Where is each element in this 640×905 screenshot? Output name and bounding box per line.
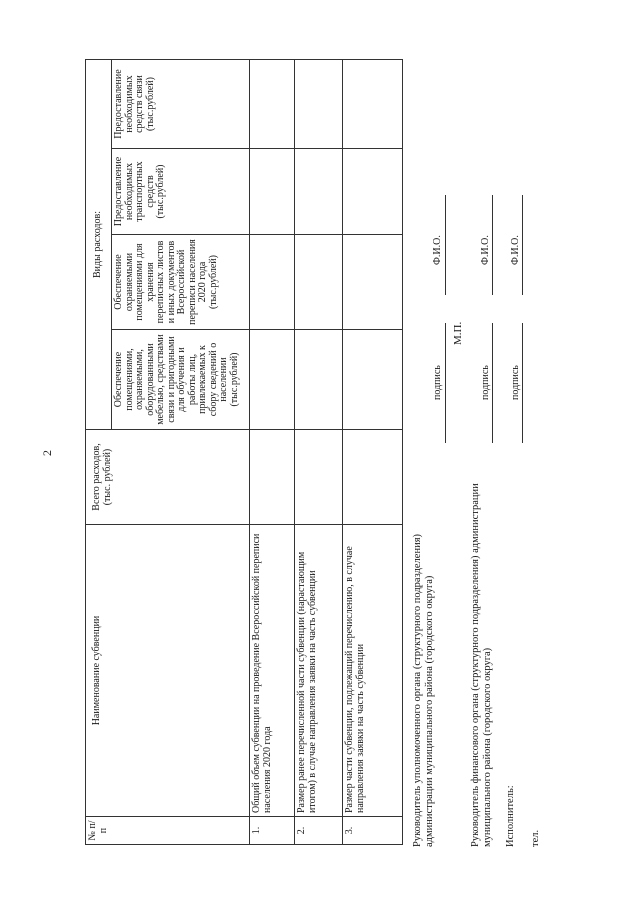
cell-type-1 [295,330,343,430]
header-name: Наименование субвенции [86,525,250,817]
header-type-premises-equipped: Обеспечение помещениями, охраняемыми, оборудованными мебелью, средствами связи и пригодными для обучения и работы лиц, привлекаемых к сбору сведений о населении (тыс.рублей) [112,330,250,430]
signature-caption: подпись [432,365,443,400]
signature-line [522,323,523,443]
row-label: Размер части субвенции, подлежащий перечислению, в случае направления заявки на часть субвенции [343,525,403,817]
header-type-communications: Предоставление необходимых средств связи (тыс.рублей) [112,60,250,149]
cell-type-2 [250,235,295,330]
cell-type-2 [295,235,343,330]
signature-caption: подпись [510,365,521,400]
name-caption: Ф.И.О. [510,235,521,265]
name-line [445,195,446,295]
cell-type-1 [250,330,295,430]
table-row [343,60,403,845]
executor-label: Исполнитель: [505,785,516,847]
name-line [522,195,523,295]
name-caption: Ф.И.О. [432,235,443,265]
signature-line [492,323,493,443]
table-row [295,60,343,845]
signature-caption: подпись [480,365,491,400]
page-number: 2 [40,450,54,456]
header-type-premises-storage: Обеспечение охраняемыми помещениями для хранения переписных листов и иных документов Всероссийской переписи населения 2020 года (тыс.рублей) [112,235,250,330]
signatory-head-authorized: Руководитель уполномоченного органа (структурного подразделения) администрации муниципального района (городского округа) [412,533,436,847]
cell-type-4 [343,60,403,149]
seal-mark: М.П. [452,321,464,345]
row-number: 1. [250,817,295,845]
cell-type-4 [295,60,343,149]
row-number: 3. [343,817,403,845]
cell-type-2 [343,235,403,330]
phone-label: тел. [530,829,541,847]
signature-line [445,323,446,443]
header-total: Всего расходов, (тыс. рублей) [86,430,250,525]
cell-type-1 [343,330,403,430]
table-row [250,60,295,845]
row-label: Общий объем субвенции на проведение Всероссийской переписи населения 2020 года [250,525,295,817]
name-caption: Ф.И.О. [480,235,491,265]
cell-total [343,430,403,525]
header-types-group: Виды расходов: [86,60,112,430]
cell-type-3 [250,149,295,235]
header-type-transport: Предоставление необходимых транспортных средств (тыс.рублей) [112,149,250,235]
cell-type-4 [250,60,295,149]
cell-type-3 [295,149,343,235]
cell-type-3 [343,149,403,235]
subsidy-table [85,59,403,845]
header-number: № п/п [86,817,250,845]
row-label: Размер ранее перечисленной части субвенции (нарастающим итогом) в случае направления заявки на часть субвенции [295,525,343,817]
cell-total [295,430,343,525]
name-line [492,195,493,295]
row-number: 2. [295,817,343,845]
cell-total [250,430,295,525]
signatory-head-finance: Руководитель финансового органа (структурного подразделения) администрации муниципального района (городского округа) [470,483,494,847]
